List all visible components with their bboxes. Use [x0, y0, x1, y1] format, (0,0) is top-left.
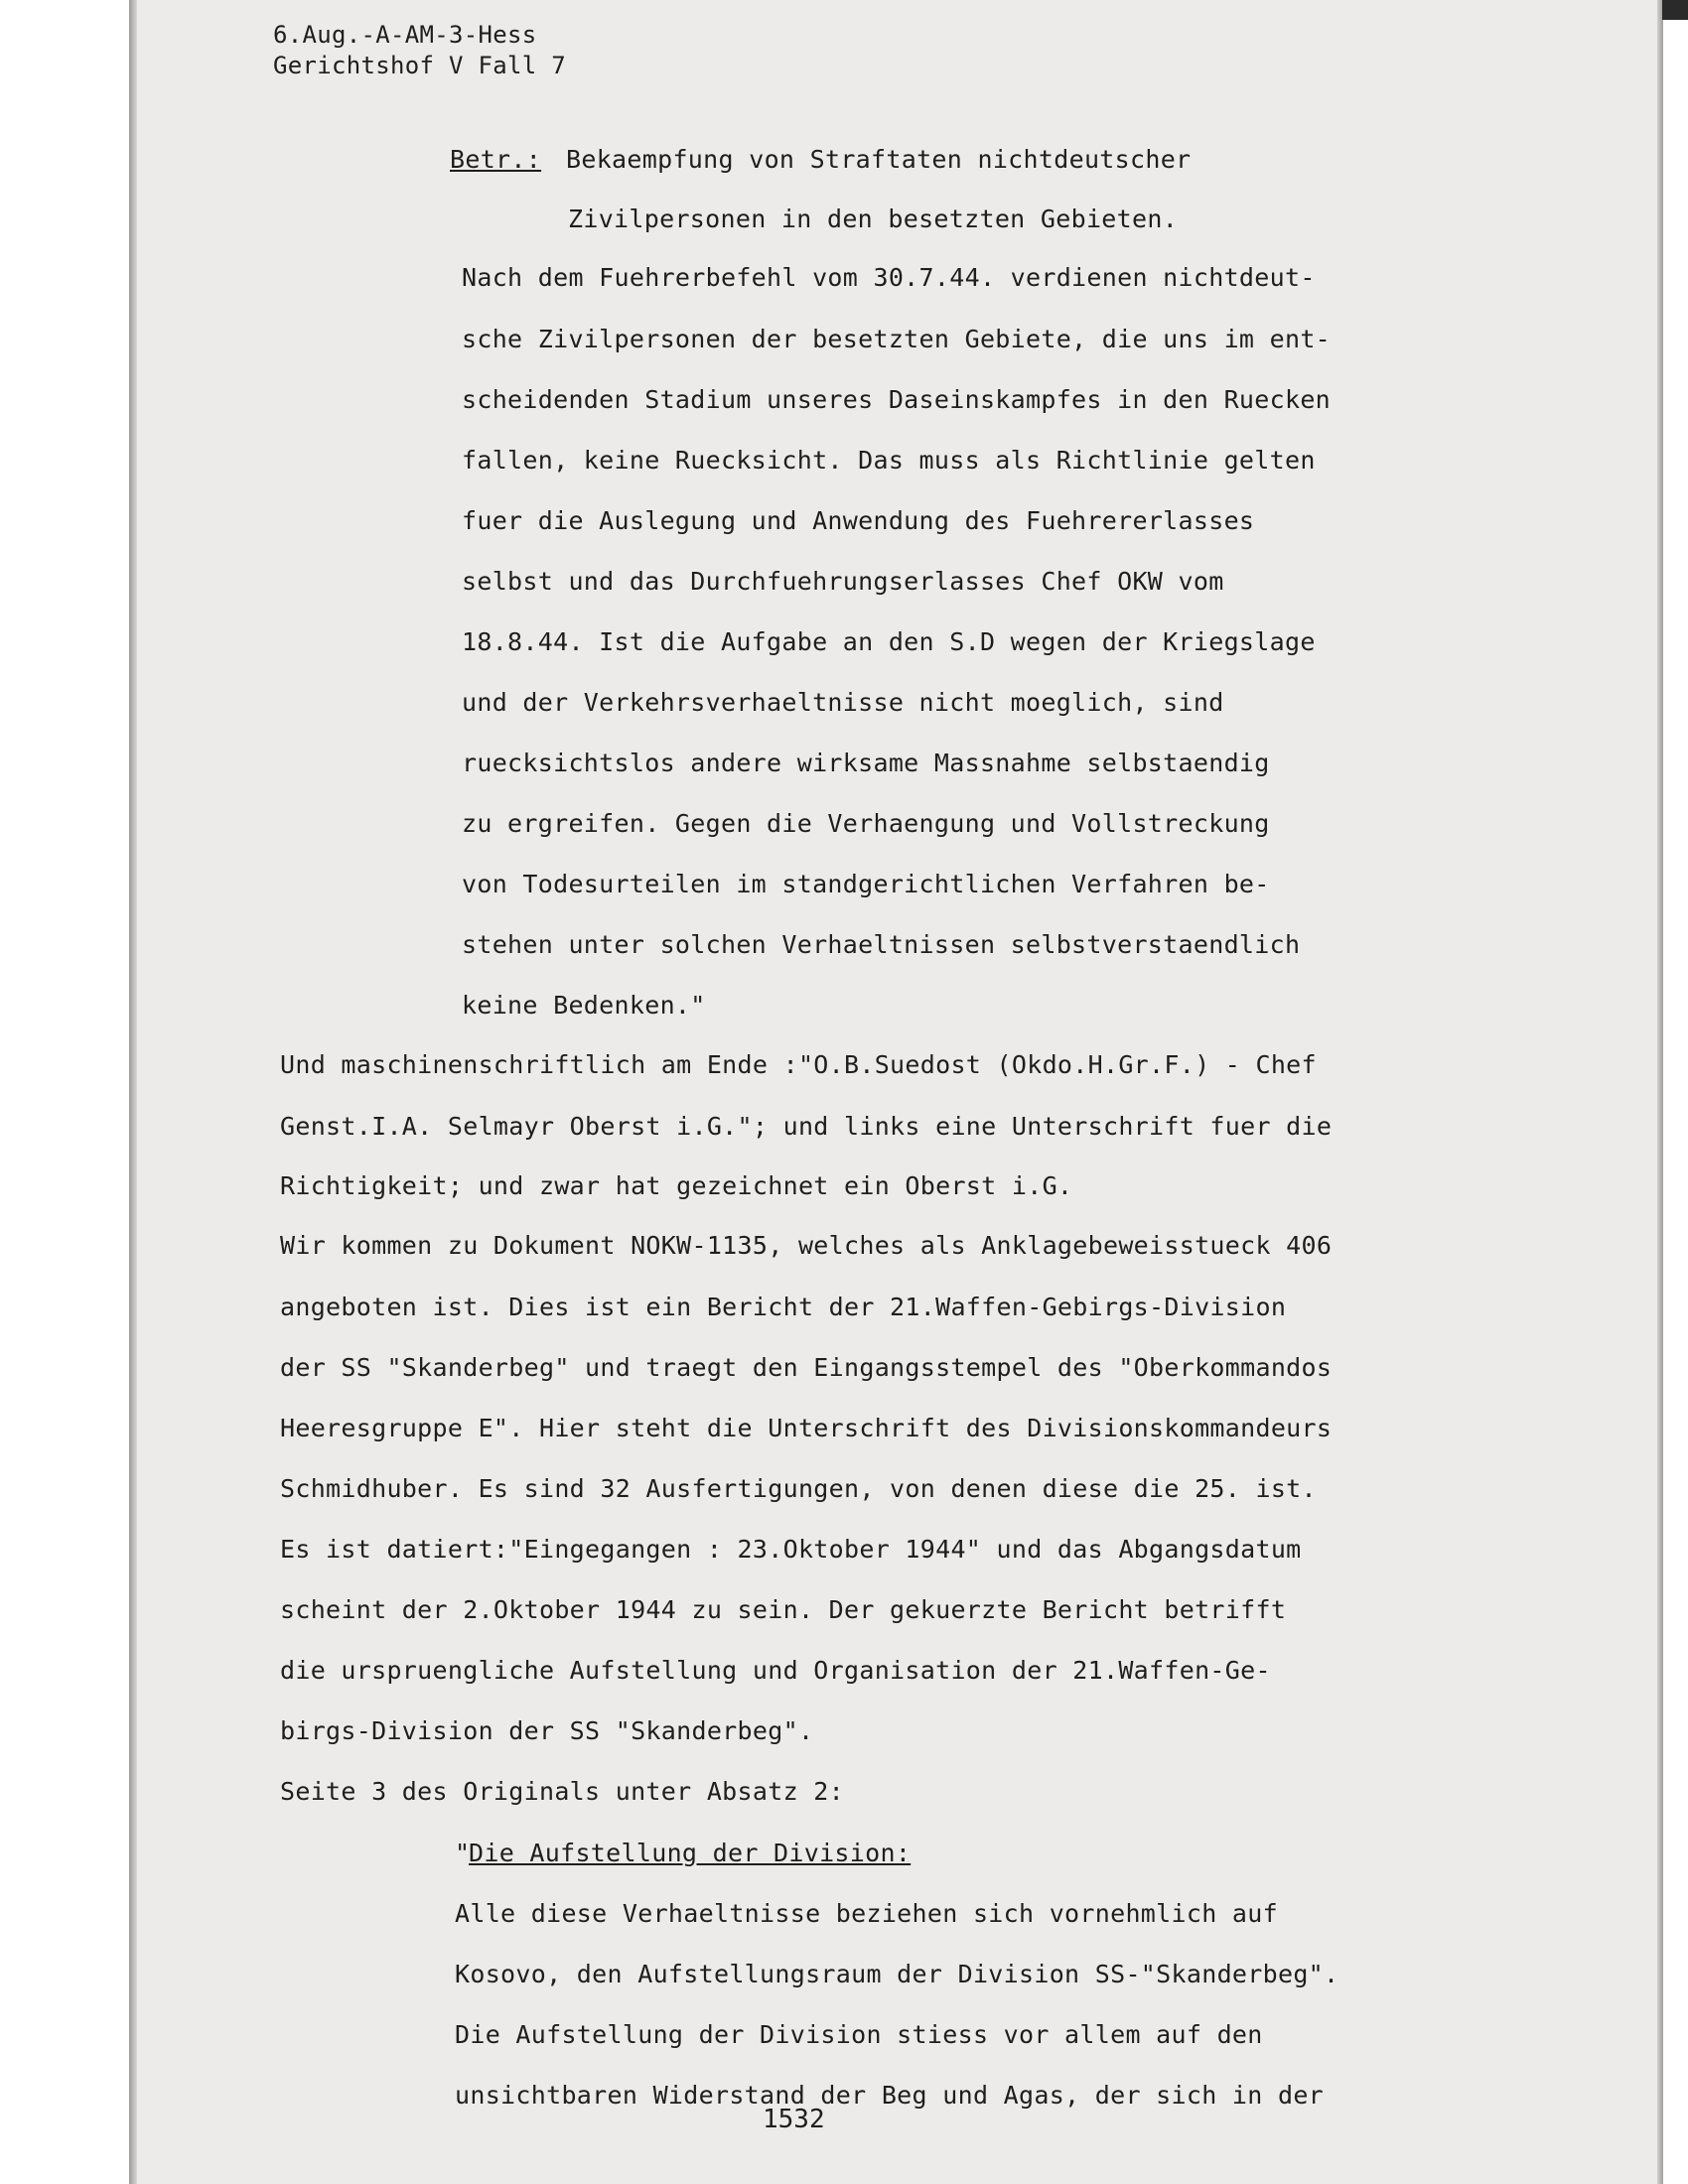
quote1-line: fuer die Auslegung und Anwendung des Fuehrererlasses	[462, 506, 1255, 535]
body-line: Richtigkeit; und zwar hat gezeichnet ein Oberst i.G.	[280, 1171, 1073, 1200]
quote2-line: Kosovo, den Aufstellungsraum der Division SS-"Skanderbeg".	[455, 1960, 1339, 1988]
quote2-open-quote: "	[455, 1839, 471, 1867]
header-reference: 6.Aug.-A-AM-3-Hess	[273, 21, 537, 49]
header-court: Gerichtshof V Fall 7	[273, 52, 566, 79]
body-line: Und maschinenschriftlich am Ende :"O.B.Suedost (Okdo.H.Gr.F.) - Chef	[280, 1050, 1317, 1079]
quote1-line: 18.8.44. Ist die Aufgabe an den S.D wegen der Kriegslage	[462, 627, 1316, 656]
quote1-line: fallen, keine Ruecksicht. Das muss als Richtlinie gelten	[462, 446, 1316, 475]
page-left-edge	[129, 0, 137, 2184]
quote1-line: scheidenden Stadium unseres Daseinskampfes in den Ruecken	[462, 385, 1332, 414]
body-line: angeboten ist. Dies ist ein Bericht der 21.Waffen-Gebirgs-Division	[280, 1293, 1287, 1321]
quote1-line: stehen unter solchen Verhaeltnissen selbstverstaendlich	[462, 930, 1301, 959]
quote1-line: sche Zivilpersonen der besetzten Gebiete, die uns im ent-	[462, 325, 1332, 353]
subject-line-1: Bekaempfung von Straftaten nichtdeutscher	[566, 145, 1192, 174]
quote2-line: unsichtbaren Widerstand der Beg und Agas, der sich in der	[455, 2081, 1325, 2110]
quote1-line: und der Verkehrsverhaeltnisse nicht moeglich, sind	[462, 688, 1224, 717]
page-number: 1532	[763, 2105, 825, 2134]
scan-corner	[1662, 0, 1688, 20]
body-line: Wir kommen zu Dokument NOKW-1135, welches als Anklagebeweisstueck 406	[280, 1231, 1333, 1260]
body-line: der SS "Skanderbeg" und traegt den Eingangsstempel des "Oberkommandos	[280, 1353, 1333, 1382]
subject-line-2: Zivilpersonen in den besetzten Gebieten.	[568, 205, 1179, 233]
body-line: die urspruengliche Aufstellung und Organisation der 21.Waffen-Ge-	[280, 1656, 1271, 1685]
body-line: Es ist datiert:"Eingegangen : 23.Oktober 1944" und das Abgangsdatum	[280, 1535, 1302, 1564]
body-line: birgs-Division der SS "Skanderbeg".	[280, 1716, 814, 1745]
quote1-line: zu ergreifen. Gegen die Verhaengung und Vollstreckung	[462, 809, 1270, 838]
body-line: Genst.I.A. Selmayr Oberst i.G."; und links eine Unterschrift fuer die	[280, 1112, 1333, 1141]
subject-label: Betr.:	[450, 145, 542, 174]
body-line: Heeresgruppe E". Hier steht die Unterschrift des Divisionskommandeurs	[280, 1414, 1333, 1442]
body-line: Schmidhuber. Es sind 32 Ausfertigungen, von denen diese die 25. ist.	[280, 1474, 1317, 1503]
body-line: Seite 3 des Originals unter Absatz 2:	[280, 1777, 844, 1806]
quote1-line: keine Bedenken."	[462, 991, 706, 1020]
quote2-line: Alle diese Verhaeltnisse beziehen sich vornehmlich auf	[455, 1899, 1278, 1928]
quote2-heading: Die Aufstellung der Division:	[469, 1839, 912, 1867]
quote1-line: Nach dem Fuehrerbefehl vom 30.7.44. verdienen nichtdeut-	[462, 263, 1316, 292]
page-right-edge	[1657, 0, 1663, 2184]
quote2-line: Die Aufstellung der Division stiess vor allem auf den	[455, 2020, 1263, 2049]
quote1-line: ruecksichtslos andere wirksame Massnahme selbstaendig	[462, 749, 1270, 777]
quote1-line: selbst und das Durchfuehrungserlasses Chef OKW vom	[462, 567, 1224, 596]
quote1-line: von Todesurteilen im standgerichtlichen Verfahren be-	[462, 870, 1270, 898]
body-line: scheint der 2.Oktober 1944 zu sein. Der gekuerzte Bericht betrifft	[280, 1595, 1287, 1624]
